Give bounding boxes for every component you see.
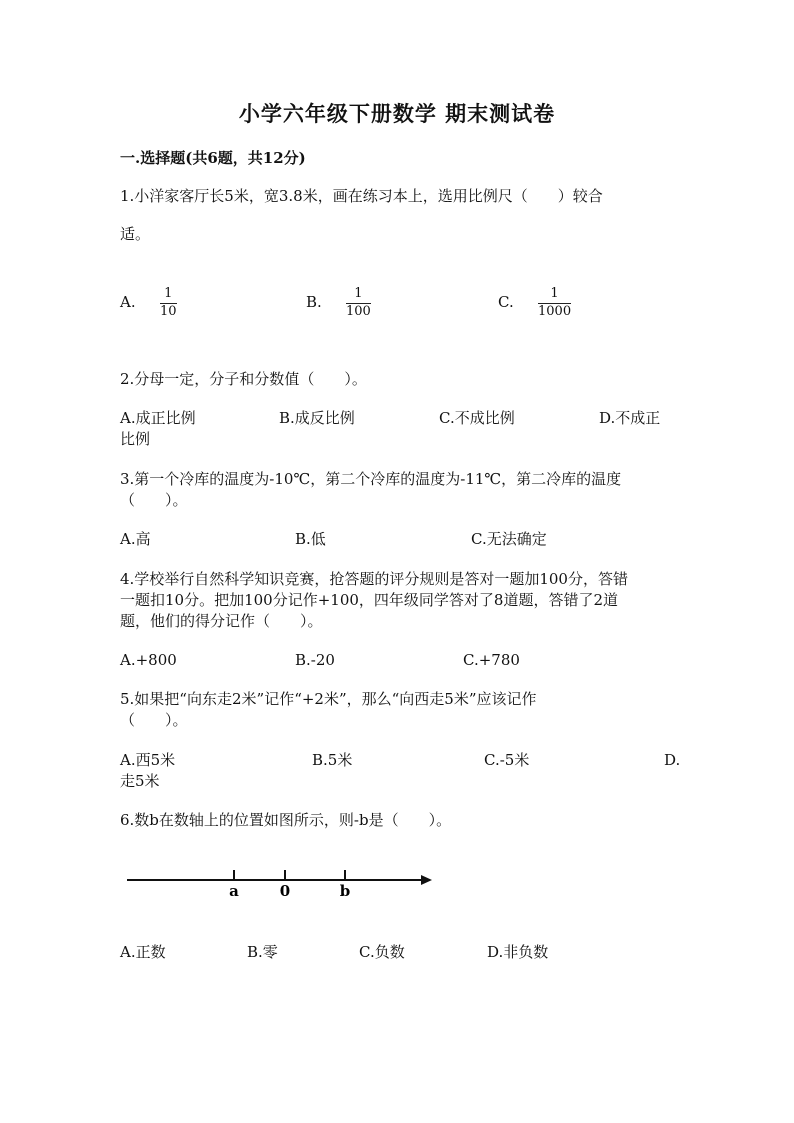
question-4-text-cont2: 题，他们的得分记作（ ）。 bbox=[120, 612, 323, 630]
q5-option-c: C.-5米 bbox=[484, 751, 530, 769]
question-4-text: 4.学校举行自然科学知识竞赛，抢答题的评分规则是答对一题加100分，答错 bbox=[120, 570, 628, 588]
q3-option-b: B.低 bbox=[295, 530, 326, 548]
q6-option-a: A.正数 bbox=[120, 943, 166, 961]
tick-label-b: b bbox=[339, 882, 351, 900]
q1-option-a-fraction bbox=[160, 287, 177, 319]
q6-option-d: D.非负数 bbox=[487, 943, 549, 961]
q4-option-a: A.+800 bbox=[120, 651, 177, 669]
q6-option-c: C.负数 bbox=[359, 943, 405, 961]
q1-option-c-fraction bbox=[538, 287, 571, 319]
q3-option-c: C.无法确定 bbox=[471, 530, 547, 548]
question-2-text: 2.分母一定，分子和分数值（ ）。 bbox=[120, 370, 367, 388]
q1-option-b-fraction bbox=[346, 287, 371, 319]
q5-option-a: A.西5米 bbox=[120, 751, 176, 769]
q5-option-d: D. bbox=[664, 751, 681, 769]
tick-label-0: 0 bbox=[279, 882, 291, 900]
question-3-text-cont: （ ）。 bbox=[120, 491, 188, 509]
q5-option-d-wrap: 走5米 bbox=[120, 772, 160, 790]
page-title: 小学六年级下册数学 期末测试卷 bbox=[238, 101, 556, 126]
number-line-figure bbox=[122, 862, 442, 902]
question-1-text: 1.小洋家客厅长5米，宽3.8米，画在练习本上，选用比例尺（ ）较合 bbox=[120, 187, 603, 205]
fraction-numerator: 1 bbox=[550, 286, 559, 301]
fraction-denominator: 100 bbox=[346, 304, 371, 319]
q1-option-c-label: C. bbox=[498, 293, 514, 311]
question-1-text-cont: 适。 bbox=[120, 225, 151, 243]
question-6-text: 6.数b在数轴上的位置如图所示，则-b是（ ）。 bbox=[120, 811, 452, 829]
question-3-text: 3.第一个冷库的温度为-10℃，第二个冷库的温度为-11℃，第二冷库的温度 bbox=[120, 470, 622, 488]
q3-option-a: A.高 bbox=[120, 530, 151, 548]
question-5-text: 5.如果把“向东走2米”记作“+2米”，那么“向西走5米”应该记作 bbox=[120, 690, 537, 708]
q2-option-a: A.成正比例 bbox=[120, 409, 196, 427]
question-4-text-cont: 一题扣10分。把加100分记作+100，四年级同学答对了8道题，答错了2道 bbox=[120, 591, 619, 609]
q2-option-b: B.成反比例 bbox=[279, 409, 355, 427]
q1-option-b-label: B. bbox=[306, 293, 322, 311]
q2-option-c: C.不成比例 bbox=[439, 409, 515, 427]
question-5-text-cont: （ ）。 bbox=[120, 711, 188, 729]
q4-option-b: B.-20 bbox=[295, 651, 335, 669]
tick-label-a: a bbox=[229, 882, 239, 900]
q2-option-d-wrap: 比例 bbox=[120, 430, 151, 448]
q2-option-d: D.不成正 bbox=[599, 409, 661, 427]
section-heading: 一.选择题(共6题，共12分) bbox=[120, 149, 306, 167]
number-line-arrow bbox=[421, 875, 432, 885]
fraction-denominator: 10 bbox=[160, 304, 177, 319]
fraction-numerator: 1 bbox=[354, 286, 363, 301]
q5-option-b: B.5米 bbox=[312, 751, 353, 769]
q1-option-a-label: A. bbox=[120, 293, 136, 311]
q4-option-c: C.+780 bbox=[463, 651, 520, 669]
fraction-numerator: 1 bbox=[164, 286, 173, 301]
q6-option-b: B.零 bbox=[247, 943, 278, 961]
fraction-denominator: 1000 bbox=[538, 304, 572, 319]
